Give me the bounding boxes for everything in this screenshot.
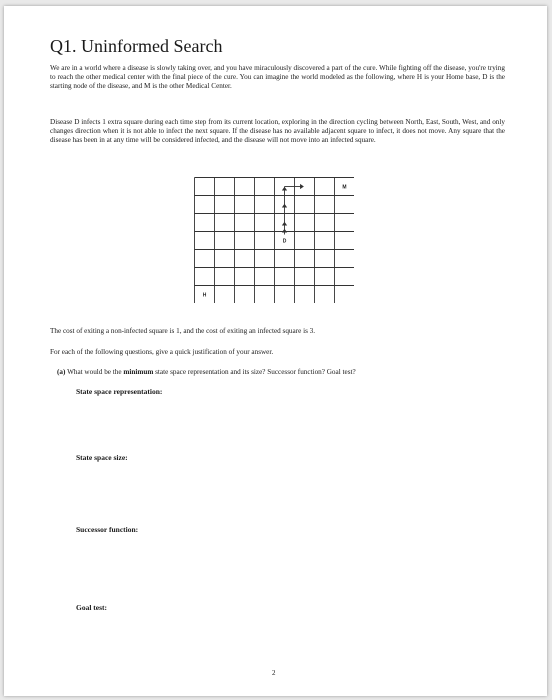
cost-statement: The cost of exiting a non-infected square is 1, and the cost of exiting an infected square is 3. <box>50 327 316 335</box>
grid-cell-m-label: M <box>342 184 347 191</box>
north-arrow-icon <box>283 188 287 191</box>
state-space-representation-label: State space representation: <box>76 387 163 396</box>
state-space-size-label: State space size: <box>76 453 128 462</box>
question-a <box>57 368 356 376</box>
grid-cell-d-label: D <box>282 238 287 245</box>
north-arrow-icon <box>283 205 287 208</box>
infection-rule-paragraph: Disease D infects 1 extra square during each time step from its current location, exploring in the direction cycling between North, East, South, West, and only changes direction when it is not able to infect the next square. If the disease has no available adjacent square to infect, it does not move. Any square that the disease has been in at any time will be considered infected, and the disease will not move into an infected square. <box>50 118 505 144</box>
instruction-text: For each of the following questions, give a quick justification of your answer. <box>50 348 274 356</box>
question-a-emphasis: minimum <box>123 368 154 376</box>
world-grid <box>194 177 354 303</box>
successor-function-label: Successor function: <box>76 525 139 534</box>
question-a-label: (a) <box>57 368 66 376</box>
goal-test-label: Goal test: <box>76 603 108 612</box>
north-arrow-icon <box>283 230 287 233</box>
grid-cell-h-label: H <box>202 292 207 299</box>
intro-paragraph: We are in a world where a disease is slowly taking over, and you have miraculously discovered a part of the cure. While fighting off the disease, you're trying to reach the other medical center with the final piece of the cure. You can imagine the world modeled as the following, where H is your Home base, D is the starting node of the disease, and M is the other Medical Center. <box>50 64 505 90</box>
page-number: 2 <box>272 669 276 677</box>
document-page <box>4 6 547 696</box>
question-a-pre: What would be the <box>67 368 122 376</box>
question-a-post: state space representation and its size? Successor function? Goal test? <box>155 368 356 376</box>
east-arrow-icon <box>301 185 304 189</box>
question-title: Q1. Uninformed Search <box>50 36 223 56</box>
north-arrow-icon <box>283 223 287 226</box>
